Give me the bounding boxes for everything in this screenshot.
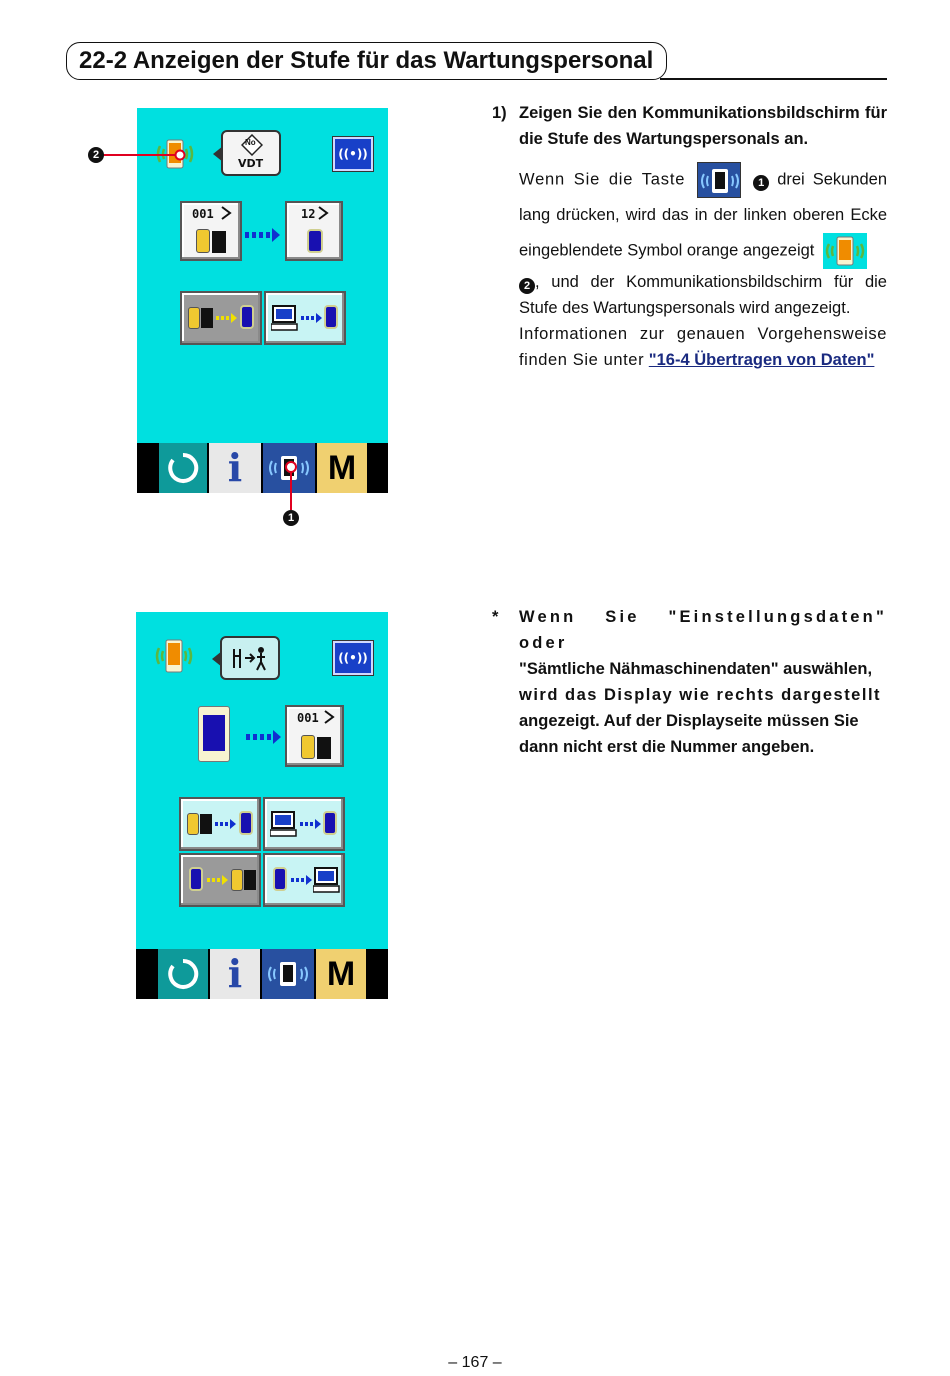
callout-1-line xyxy=(284,460,298,510)
sewing-block xyxy=(244,870,256,890)
communication-button[interactable] xyxy=(262,949,314,999)
information-button[interactable] xyxy=(209,443,261,493)
sewing-block xyxy=(317,737,331,759)
arrow-curve-icon xyxy=(317,205,331,221)
pattern-number-tile[interactable] xyxy=(180,201,242,261)
inline-callout-2: 2 xyxy=(519,278,535,294)
step-1-block xyxy=(492,100,887,373)
pc-to-media-tile[interactable] xyxy=(263,797,345,851)
inline-orange-level-icon xyxy=(823,233,867,269)
screen-1 xyxy=(137,108,388,493)
mode-label: M xyxy=(327,449,357,487)
info-i-icon: i xyxy=(227,445,243,490)
note-asterisk: * xyxy=(492,608,499,626)
note-body xyxy=(519,604,887,760)
note-line-2: "Sämtliche Nähmaschinendaten" auswählen, xyxy=(519,660,873,678)
step-title: Zeigen Sie den Kommunikationsbildschirm für die Stufe des Wartungspersonals an. xyxy=(519,104,887,148)
sewing-data-card xyxy=(187,813,199,835)
sewing-data-card xyxy=(301,735,315,759)
computer-icon xyxy=(270,811,298,837)
sewing-data-card xyxy=(231,869,243,891)
media-to-pc-tile[interactable] xyxy=(263,853,345,907)
callout-1-marker: 1 xyxy=(283,510,299,526)
transfer-arrow-icon xyxy=(246,730,282,744)
media-card xyxy=(307,229,323,253)
inline-callout-1: 1 xyxy=(753,175,769,191)
computer-icon xyxy=(313,867,341,893)
media-card-screen xyxy=(203,715,225,751)
reset-button[interactable] xyxy=(159,443,207,493)
media-card-large xyxy=(198,706,230,762)
info-i-icon: i xyxy=(227,951,243,996)
sewing-block xyxy=(201,308,213,328)
broadcast-icon: ((•)) xyxy=(338,147,368,161)
pc-to-media-tile[interactable] xyxy=(264,291,346,345)
media-card xyxy=(323,811,337,835)
broadcast-button[interactable] xyxy=(333,641,373,675)
callout-2-marker: 2 xyxy=(88,147,104,163)
media-card xyxy=(189,867,203,891)
section-heading: 22-2 Anzeigen der Stufe für das Wartungspersonal xyxy=(66,42,667,80)
transfer-arrow-icon xyxy=(215,819,237,829)
mode-button[interactable] xyxy=(317,443,367,493)
maintenance-level-icon[interactable] xyxy=(154,636,194,676)
sewing-data-card xyxy=(196,229,210,253)
card-number-tile[interactable] xyxy=(285,201,343,261)
pattern-number-label: 001 xyxy=(297,711,319,725)
vdt-label: VDT xyxy=(238,157,264,170)
transfer-arrow-icon xyxy=(216,313,238,323)
transfer-arrow-icon xyxy=(245,228,281,242)
reference-link[interactable]: "16-4 Übertragen von Daten" xyxy=(648,351,875,369)
note-line-4: angezeigt. Auf der Displayseite müssen Sie xyxy=(519,712,859,730)
sewing-to-media-tile[interactable] xyxy=(180,291,262,345)
screen-2 xyxy=(136,612,388,999)
page-number: – 167 – xyxy=(448,1354,502,1371)
sewing-to-media-tile[interactable] xyxy=(179,797,261,851)
balloon-pointer xyxy=(213,146,223,162)
broadcast-icon: ((•)) xyxy=(338,651,368,665)
sewing-block xyxy=(212,231,226,253)
step-text-b: drei Sekunden lang drücken, wird das in der linken oberen Ecke eingeblendete Symbol orange angezeigt xyxy=(519,170,888,260)
step-number: 1) xyxy=(492,104,507,122)
maintenance-person-icon xyxy=(231,644,271,674)
transfer-arrow-icon xyxy=(300,819,322,829)
note-block xyxy=(492,604,887,760)
arrow-curve-icon xyxy=(323,709,337,725)
vdt-data-tile[interactable] xyxy=(221,130,281,176)
heading-rule xyxy=(660,78,887,80)
media-to-sewing-tile[interactable] xyxy=(179,853,261,907)
mode-label: M xyxy=(326,955,356,993)
step-body xyxy=(519,162,887,269)
transfer-arrow-icon xyxy=(291,875,313,885)
reset-ring-icon xyxy=(167,452,199,484)
inline-communication-key-icon xyxy=(697,162,741,198)
bottom-bar xyxy=(136,949,388,999)
transfer-arrow-icon xyxy=(207,875,229,885)
note-line-5: dann nicht erst die Nummer angeben. xyxy=(519,738,815,756)
computer-icon xyxy=(271,305,299,331)
mode-button[interactable] xyxy=(316,949,366,999)
sewing-block xyxy=(200,814,212,834)
reset-ring-icon xyxy=(167,958,199,990)
reset-button[interactable] xyxy=(158,949,208,999)
step-body-cont xyxy=(519,269,887,321)
note-line-3: wird das Display wie rechts dargestellt xyxy=(519,686,882,704)
step-text-a: Wenn Sie die Taste xyxy=(519,170,686,189)
transfer-arrow-icon xyxy=(301,313,323,323)
step-reference xyxy=(519,321,887,373)
media-card xyxy=(324,305,338,329)
callout-2-line xyxy=(100,149,190,161)
step-text-c: , und der Kommunikationsbildschirm für die Stufe des Wartungspersonals wird angezeigt. xyxy=(519,273,887,317)
arrow-curve-icon xyxy=(220,205,234,221)
step-text-d: Informationen zur genauen Vorgehensweise finden Sie unter xyxy=(519,325,887,369)
note-line-1: Wenn Sie "Einstellungsdaten" oder xyxy=(519,608,887,652)
pattern-number-label: 001 xyxy=(192,207,214,221)
media-card xyxy=(240,305,254,329)
information-button[interactable] xyxy=(210,949,260,999)
sewing-data-card xyxy=(188,307,200,329)
nc-label: No xyxy=(245,138,256,147)
balloon-pointer xyxy=(212,651,222,667)
pattern-number-tile[interactable] xyxy=(285,705,344,767)
bottom-bar xyxy=(137,443,388,493)
maintenance-data-tile[interactable] xyxy=(220,636,280,680)
broadcast-button[interactable] xyxy=(333,137,373,171)
media-card xyxy=(239,811,253,835)
card-number-label: 12 xyxy=(301,207,316,221)
communication-icon xyxy=(265,959,311,989)
media-card xyxy=(273,867,287,891)
